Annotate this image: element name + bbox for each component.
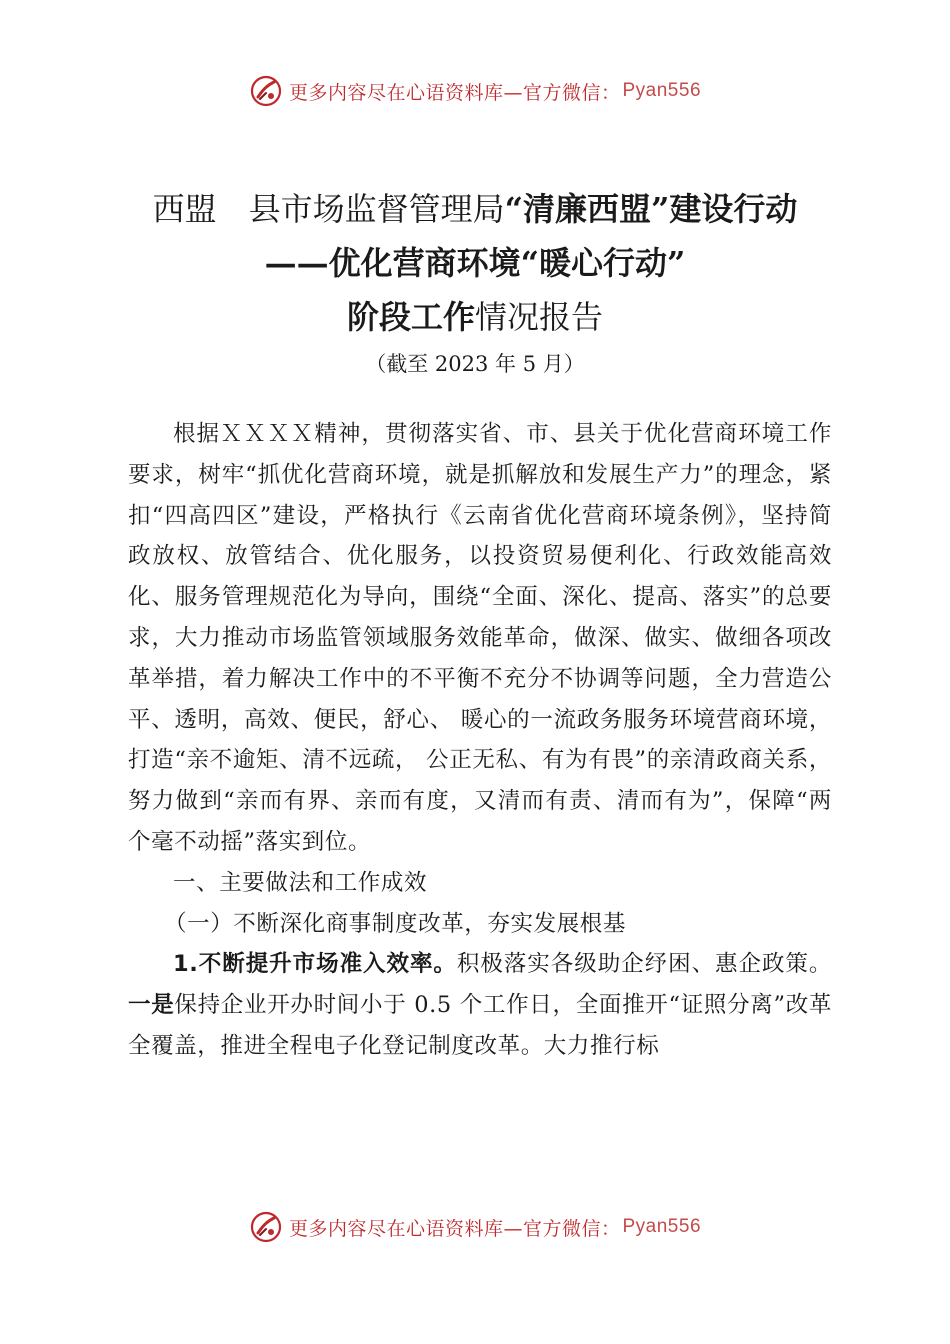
watermark-text: 更多内容尽在心语资料库—官方微信： xyxy=(288,1217,621,1240)
footer-watermark xyxy=(0,1210,950,1244)
point-1-paragraph xyxy=(128,944,832,1066)
report-period: （截至 2023 年 5 月） xyxy=(365,352,585,376)
brush-logo-icon xyxy=(249,74,283,108)
title-line-3-regular: 情况报告 xyxy=(475,298,604,336)
header-watermark xyxy=(0,74,950,108)
title-line-1-bold: “清廉西盟”建设行动 xyxy=(504,190,798,228)
title-line-1 xyxy=(0,182,950,236)
title-line-2 xyxy=(0,236,950,290)
point-1-text-a: 积极落实各级助企纾困、惠企政策。 xyxy=(456,951,832,978)
watermark-wechat-id: Pyan556 xyxy=(622,80,702,101)
title-line-2-text: ——优化营商环境“暖心行动” xyxy=(264,244,686,282)
brush-logo-icon xyxy=(249,1210,283,1244)
watermark-wechat-id: Pyan556 xyxy=(622,1216,702,1237)
watermark-text: 更多内容尽在心语资料库—官方微信： xyxy=(288,81,621,104)
document-title xyxy=(0,182,950,382)
intro-paragraph: 根据ＸＸＸＸ精神，贯彻落实省、市、县关于优化营商环境工作要求，树牢“抓优化营商环境，就是抓解放和发展生产力”的理念，紧扣“四高四区”建设，严格执行《云南省优化营商环境条例》，坚持简政放权、放管结合、优化服务，以投资贸易便利化、行政效能高效化、服务管理规范化为导向，围绕“全面、深化、提高、落实”的总要求，大力推动市场监管领域服务效能革命，做深、做实、做细各项改革举措，着力解决工作中的不平衡不充分不协调等问题，全力营造公平、透明，高效、便民，舒心、 暖心的一流政务服务环境营商环境，打造“亲不逾矩、清不远疏， 公正无私、有为有畏”的亲清政商关系，努力做到“亲而有界、亲而有度，又清而有责、清而有为”，保障“两个毫不动摇”落实到位。 xyxy=(128,421,832,855)
title-line-3 xyxy=(0,290,950,344)
section-heading: 一、主要做法和工作成效 xyxy=(173,869,428,896)
document-body xyxy=(128,414,832,1067)
point-1-first-marker: 一是 xyxy=(128,992,175,1019)
title-line-3-bold: 阶段工作 xyxy=(346,298,475,336)
subsection-heading: （一）不断深化商事制度改革，夯实发展根基 xyxy=(164,910,627,937)
point-1-text-b: 保持企业开办时间小于 0.5 个工作日，全面推开“证照分离”改革全覆盖，推进全程电子化登记制度改革。大力推行标 xyxy=(128,992,832,1059)
point-1-lead: 1.不断提升市场准入效率。 xyxy=(173,951,457,978)
title-line-1-regular: 西盟 县市场监督管理局 xyxy=(152,190,505,228)
